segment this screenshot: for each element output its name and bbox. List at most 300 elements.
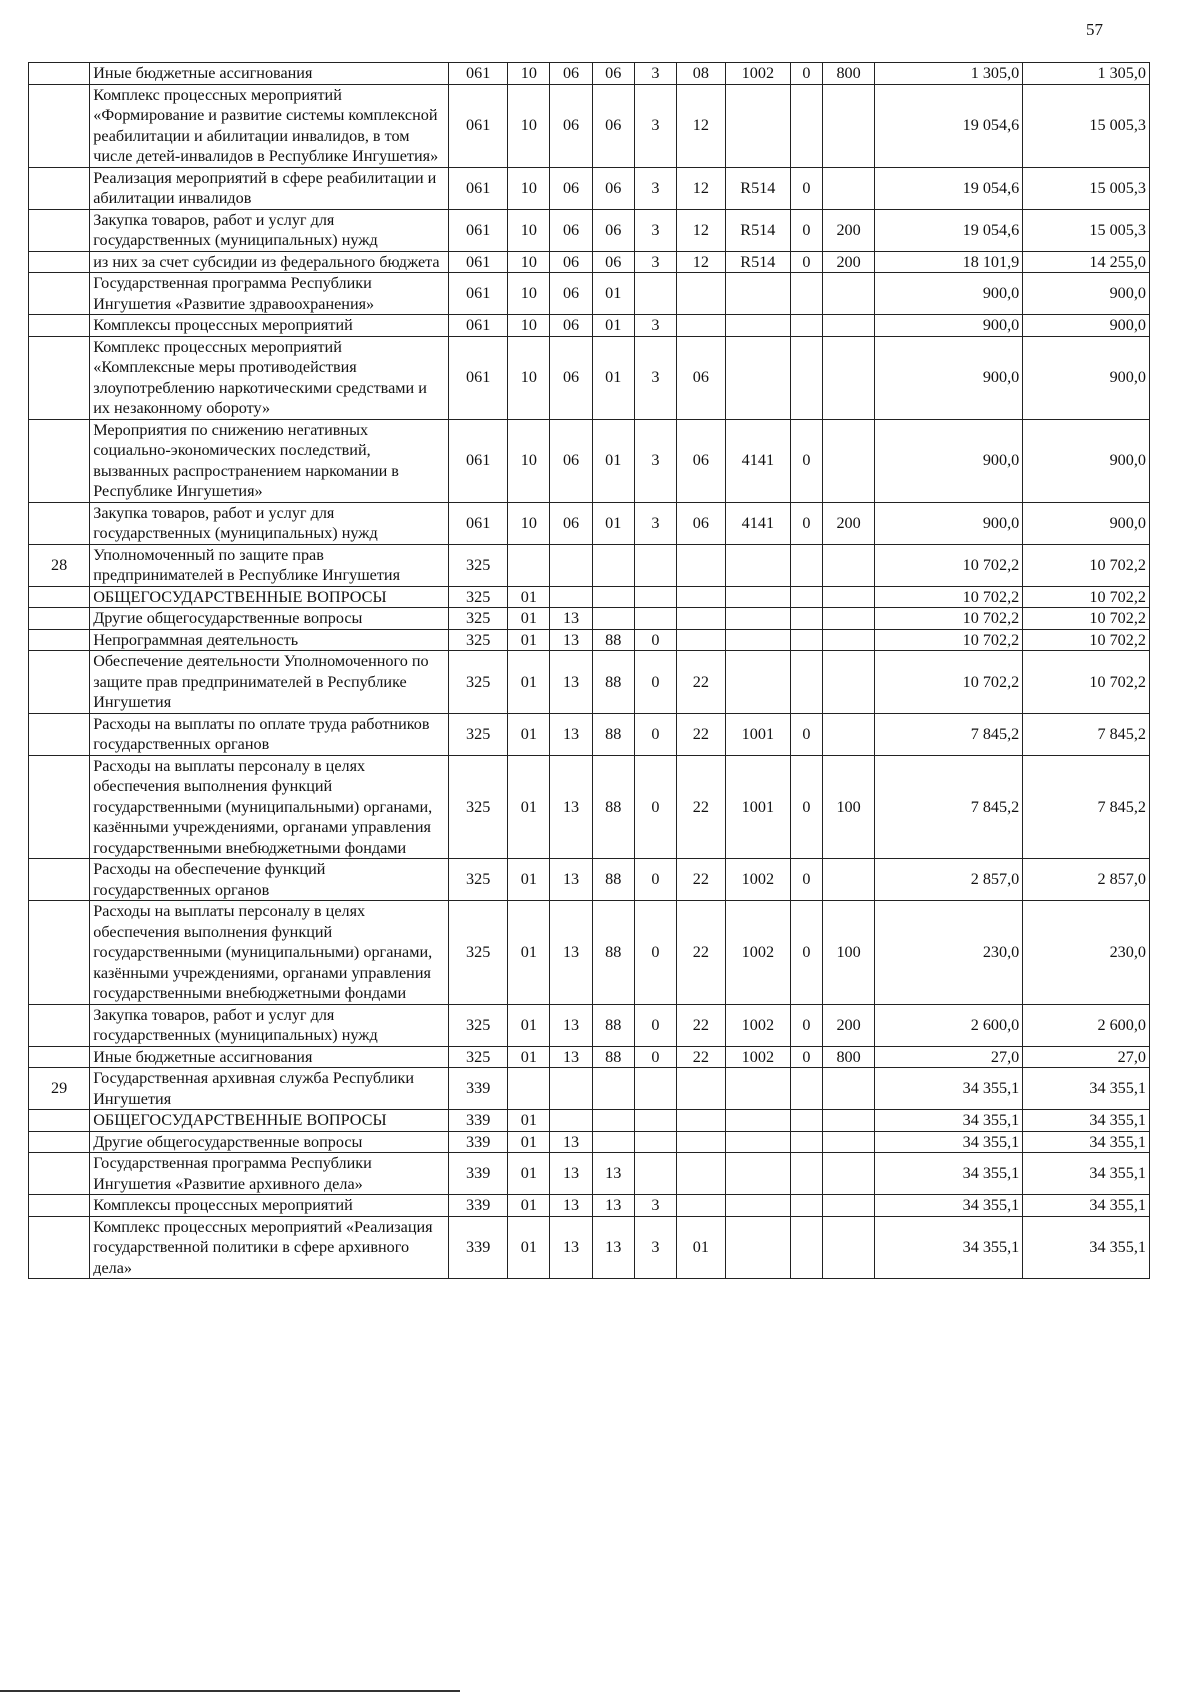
table-row <box>29 315 1150 337</box>
code-ministry: 061 <box>449 502 508 544</box>
sum-year-1: 27,0 <box>875 1046 1023 1068</box>
code-extra: 0 <box>791 901 823 1005</box>
code-direction <box>725 84 790 167</box>
code-subsection: 06 <box>550 419 592 502</box>
code-ministry: 061 <box>449 63 508 85</box>
code-extra <box>791 1110 823 1132</box>
code-extra <box>791 608 823 630</box>
row-number: 29 <box>29 1068 90 1110</box>
code-activity: 22 <box>677 1004 726 1046</box>
table-row <box>29 1195 1150 1217</box>
item-name: Иные бюджетные ассигнования <box>90 63 449 85</box>
code-expense-type <box>822 1110 875 1132</box>
code-section: 10 <box>508 84 550 167</box>
code-extra <box>791 1131 823 1153</box>
code-subsection <box>550 586 592 608</box>
code-expense-type: 100 <box>822 901 875 1005</box>
sum-year-1: 10 702,2 <box>875 651 1023 714</box>
code-direction: 4141 <box>725 502 790 544</box>
code-expense-type <box>822 167 875 209</box>
code-section: 01 <box>508 586 550 608</box>
code-ministry: 339 <box>449 1195 508 1217</box>
sum-year-2: 900,0 <box>1023 315 1150 337</box>
code-subsection: 06 <box>550 63 592 85</box>
code-section: 01 <box>508 755 550 859</box>
code-section: 10 <box>508 209 550 251</box>
code-subprogram <box>634 1153 676 1195</box>
item-name: Иные бюджетные ассигнования <box>90 1046 449 1068</box>
code-program: 88 <box>592 901 634 1005</box>
table-row <box>29 586 1150 608</box>
code-activity: 12 <box>677 167 726 209</box>
row-number <box>29 713 90 755</box>
code-extra: 0 <box>791 859 823 901</box>
code-activity <box>677 1153 726 1195</box>
code-subsection: 06 <box>550 273 592 315</box>
code-subsection: 06 <box>550 209 592 251</box>
code-program <box>592 1131 634 1153</box>
code-extra <box>791 1153 823 1195</box>
code-ministry: 325 <box>449 544 508 586</box>
code-expense-type: 800 <box>822 63 875 85</box>
code-expense-type <box>822 651 875 714</box>
item-name: ОБЩЕГОСУДАРСТВЕННЫЕ ВОПРОСЫ <box>90 1110 449 1132</box>
table-row <box>29 336 1150 419</box>
table-row <box>29 273 1150 315</box>
code-extra <box>791 544 823 586</box>
code-section: 01 <box>508 651 550 714</box>
code-extra: 0 <box>791 419 823 502</box>
code-direction: 1002 <box>725 859 790 901</box>
code-extra <box>791 1068 823 1110</box>
code-subsection: 13 <box>550 713 592 755</box>
code-section: 01 <box>508 1110 550 1132</box>
code-ministry: 061 <box>449 84 508 167</box>
code-ministry: 325 <box>449 713 508 755</box>
table-row <box>29 251 1150 273</box>
sum-year-1: 19 054,6 <box>875 84 1023 167</box>
code-subprogram <box>634 1131 676 1153</box>
code-program: 06 <box>592 251 634 273</box>
row-number <box>29 336 90 419</box>
item-name: Комплексы процессных мероприятий <box>90 1195 449 1217</box>
sum-year-1: 34 355,1 <box>875 1110 1023 1132</box>
sum-year-1: 34 355,1 <box>875 1153 1023 1195</box>
row-number <box>29 273 90 315</box>
sum-year-2: 2 600,0 <box>1023 1004 1150 1046</box>
code-subprogram: 3 <box>634 251 676 273</box>
row-number <box>29 1195 90 1217</box>
table-row <box>29 84 1150 167</box>
code-program <box>592 608 634 630</box>
code-subprogram: 0 <box>634 901 676 1005</box>
code-direction <box>725 651 790 714</box>
code-ministry: 061 <box>449 209 508 251</box>
code-extra: 0 <box>791 167 823 209</box>
table-row <box>29 1004 1150 1046</box>
code-subsection <box>550 1110 592 1132</box>
code-subsection: 06 <box>550 167 592 209</box>
sum-year-1: 34 355,1 <box>875 1195 1023 1217</box>
code-program: 13 <box>592 1195 634 1217</box>
code-expense-type <box>822 713 875 755</box>
code-subprogram: 0 <box>634 651 676 714</box>
sum-year-2: 2 857,0 <box>1023 859 1150 901</box>
sum-year-2: 900,0 <box>1023 502 1150 544</box>
table-row <box>29 209 1150 251</box>
code-subprogram: 3 <box>634 63 676 85</box>
code-expense-type <box>822 336 875 419</box>
code-subprogram: 3 <box>634 502 676 544</box>
code-section: 01 <box>508 629 550 651</box>
code-section: 10 <box>508 502 550 544</box>
code-program: 88 <box>592 651 634 714</box>
code-direction: R514 <box>725 167 790 209</box>
sum-year-1: 2 600,0 <box>875 1004 1023 1046</box>
code-subsection: 13 <box>550 859 592 901</box>
code-subsection: 06 <box>550 84 592 167</box>
code-extra: 0 <box>791 1004 823 1046</box>
code-expense-type <box>822 1195 875 1217</box>
sum-year-1: 2 857,0 <box>875 859 1023 901</box>
item-name: ОБЩЕГОСУДАРСТВЕННЫЕ ВОПРОСЫ <box>90 586 449 608</box>
code-ministry: 325 <box>449 586 508 608</box>
item-name: Расходы на выплаты по оплате труда работников государственных органов <box>90 713 449 755</box>
code-subsection: 13 <box>550 1046 592 1068</box>
code-subprogram: 0 <box>634 1046 676 1068</box>
code-subsection: 06 <box>550 502 592 544</box>
code-section <box>508 1068 550 1110</box>
sum-year-1: 10 702,2 <box>875 608 1023 630</box>
code-ministry: 325 <box>449 651 508 714</box>
sum-year-2: 15 005,3 <box>1023 84 1150 167</box>
code-program: 88 <box>592 1004 634 1046</box>
code-expense-type: 100 <box>822 755 875 859</box>
code-program: 01 <box>592 502 634 544</box>
code-subprogram: 3 <box>634 1195 676 1217</box>
code-direction <box>725 315 790 337</box>
table-row <box>29 419 1150 502</box>
code-expense-type <box>822 419 875 502</box>
row-number <box>29 651 90 714</box>
code-subprogram <box>634 586 676 608</box>
row-number <box>29 251 90 273</box>
item-name: Комплексы процессных мероприятий <box>90 315 449 337</box>
code-ministry: 061 <box>449 251 508 273</box>
code-direction <box>725 273 790 315</box>
code-extra <box>791 651 823 714</box>
table-row <box>29 859 1150 901</box>
table-row <box>29 1110 1150 1132</box>
code-program: 01 <box>592 336 634 419</box>
code-subsection <box>550 1068 592 1110</box>
code-ministry: 325 <box>449 629 508 651</box>
code-subsection: 13 <box>550 629 592 651</box>
sum-year-2: 27,0 <box>1023 1046 1150 1068</box>
row-number <box>29 315 90 337</box>
code-subsection: 13 <box>550 651 592 714</box>
code-activity <box>677 629 726 651</box>
row-number <box>29 167 90 209</box>
code-subprogram: 3 <box>634 167 676 209</box>
code-direction <box>725 1110 790 1132</box>
table-row <box>29 502 1150 544</box>
code-subsection: 13 <box>550 608 592 630</box>
code-extra <box>791 84 823 167</box>
row-number <box>29 586 90 608</box>
code-activity <box>677 1131 726 1153</box>
code-direction: 1002 <box>725 1004 790 1046</box>
item-name: Комплекс процессных мероприятий «Комплексные меры противодействия злоупотреблению наркотическими средствами и их незаконному обороту» <box>90 336 449 419</box>
code-program: 13 <box>592 1153 634 1195</box>
code-direction <box>725 336 790 419</box>
code-ministry: 325 <box>449 608 508 630</box>
code-expense-type <box>822 586 875 608</box>
code-subsection: 06 <box>550 336 592 419</box>
code-program: 01 <box>592 315 634 337</box>
item-name: Комплекс процессных мероприятий «Реализация государственной политики в сфере архивного дела» <box>90 1216 449 1279</box>
code-expense-type <box>822 629 875 651</box>
code-program: 01 <box>592 419 634 502</box>
code-activity: 22 <box>677 713 726 755</box>
code-extra: 0 <box>791 755 823 859</box>
page-number: 57 <box>1086 20 1103 39</box>
code-activity: 22 <box>677 651 726 714</box>
code-extra: 0 <box>791 502 823 544</box>
sum-year-1: 19 054,6 <box>875 209 1023 251</box>
code-expense-type: 200 <box>822 251 875 273</box>
code-subprogram: 3 <box>634 419 676 502</box>
sum-year-1: 19 054,6 <box>875 167 1023 209</box>
code-direction: 4141 <box>725 419 790 502</box>
code-subprogram: 0 <box>634 755 676 859</box>
code-activity <box>677 273 726 315</box>
code-expense-type <box>822 84 875 167</box>
code-subprogram: 3 <box>634 315 676 337</box>
row-number <box>29 629 90 651</box>
item-name: Закупка товаров, работ и услуг для государственных (муниципальных) нужд <box>90 209 449 251</box>
code-expense-type <box>822 544 875 586</box>
sum-year-2: 10 702,2 <box>1023 629 1150 651</box>
sum-year-2: 34 355,1 <box>1023 1153 1150 1195</box>
code-activity <box>677 315 726 337</box>
table-row <box>29 1046 1150 1068</box>
code-ministry: 325 <box>449 1046 508 1068</box>
sum-year-2: 10 702,2 <box>1023 544 1150 586</box>
code-subsection: 13 <box>550 1216 592 1279</box>
sum-year-2: 10 702,2 <box>1023 608 1150 630</box>
table-row <box>29 755 1150 859</box>
code-subprogram: 0 <box>634 713 676 755</box>
code-program: 88 <box>592 859 634 901</box>
code-ministry: 339 <box>449 1110 508 1132</box>
sum-year-1: 900,0 <box>875 419 1023 502</box>
item-name: Государственная программа Республики Ингушетия «Развитие архивного дела» <box>90 1153 449 1195</box>
code-section: 01 <box>508 1131 550 1153</box>
row-number <box>29 755 90 859</box>
code-program <box>592 544 634 586</box>
code-subsection: 13 <box>550 1153 592 1195</box>
code-program: 06 <box>592 209 634 251</box>
sum-year-2: 34 355,1 <box>1023 1131 1150 1153</box>
sum-year-1: 34 355,1 <box>875 1216 1023 1279</box>
table-row <box>29 63 1150 85</box>
code-subsection: 06 <box>550 315 592 337</box>
code-section: 01 <box>508 1004 550 1046</box>
code-direction <box>725 586 790 608</box>
code-direction <box>725 1068 790 1110</box>
code-section: 01 <box>508 1195 550 1217</box>
code-program: 88 <box>592 755 634 859</box>
code-ministry: 061 <box>449 336 508 419</box>
sum-year-2: 34 355,1 <box>1023 1195 1150 1217</box>
code-extra <box>791 1195 823 1217</box>
code-section <box>508 544 550 586</box>
sum-year-2: 7 845,2 <box>1023 755 1150 859</box>
code-section: 01 <box>508 1153 550 1195</box>
code-direction: R514 <box>725 209 790 251</box>
code-direction: 1002 <box>725 901 790 1005</box>
sum-year-2: 15 005,3 <box>1023 209 1150 251</box>
row-number <box>29 1131 90 1153</box>
table-row <box>29 1216 1150 1279</box>
item-name: Комплекс процессных мероприятий «Формирование и развитие системы комплексной реабилитации и абилитации инвалидов, в том числе детей-инвалидов в Республике Ингушетия» <box>90 84 449 167</box>
sum-year-1: 10 702,2 <box>875 586 1023 608</box>
code-section: 01 <box>508 1216 550 1279</box>
code-ministry: 061 <box>449 167 508 209</box>
code-activity: 12 <box>677 84 726 167</box>
item-name: Уполномоченный по защите прав предпринимателей в Республике Ингушетия <box>90 544 449 586</box>
code-extra <box>791 586 823 608</box>
code-section: 01 <box>508 901 550 1005</box>
item-name: Мероприятия по снижению негативных социально-экономических последствий, вызванных распространением наркомании в Республике Ингушетия» <box>90 419 449 502</box>
row-number <box>29 84 90 167</box>
code-extra: 0 <box>791 251 823 273</box>
code-ministry: 339 <box>449 1068 508 1110</box>
sum-year-2: 10 702,2 <box>1023 651 1150 714</box>
code-program: 88 <box>592 629 634 651</box>
code-extra: 0 <box>791 713 823 755</box>
code-activity: 22 <box>677 1046 726 1068</box>
code-extra: 0 <box>791 1046 823 1068</box>
sum-year-1: 1 305,0 <box>875 63 1023 85</box>
item-name: из них за счет субсидии из федерального бюджета <box>90 251 449 273</box>
code-program: 06 <box>592 84 634 167</box>
code-section: 10 <box>508 315 550 337</box>
code-expense-type: 200 <box>822 209 875 251</box>
sum-year-2: 15 005,3 <box>1023 167 1150 209</box>
code-program: 01 <box>592 273 634 315</box>
row-number <box>29 502 90 544</box>
item-name: Обеспечение деятельности Уполномоченного по защите прав предпринимателей в Республике Ингушетия <box>90 651 449 714</box>
code-activity <box>677 1110 726 1132</box>
table-row <box>29 544 1150 586</box>
row-number <box>29 419 90 502</box>
code-activity: 22 <box>677 901 726 1005</box>
code-program: 88 <box>592 713 634 755</box>
code-extra <box>791 273 823 315</box>
code-section: 01 <box>508 608 550 630</box>
code-direction <box>725 1195 790 1217</box>
sum-year-1: 10 702,2 <box>875 629 1023 651</box>
scan-border-line <box>0 1690 460 1692</box>
code-section: 10 <box>508 273 550 315</box>
code-section: 01 <box>508 859 550 901</box>
code-program: 13 <box>592 1216 634 1279</box>
sum-year-2: 10 702,2 <box>1023 586 1150 608</box>
code-expense-type: 200 <box>822 502 875 544</box>
code-section: 10 <box>508 419 550 502</box>
table-row <box>29 1131 1150 1153</box>
table-row <box>29 167 1150 209</box>
item-name: Расходы на выплаты персоналу в целях обеспечения выполнения функций государственными (муниципальными) органами, казёнными учреждениями, органами управления государственными внебюджетными фондами <box>90 755 449 859</box>
code-subsection: 13 <box>550 1195 592 1217</box>
code-subsection: 13 <box>550 755 592 859</box>
code-direction <box>725 1153 790 1195</box>
code-ministry: 325 <box>449 859 508 901</box>
code-program: 06 <box>592 167 634 209</box>
code-direction: 1001 <box>725 713 790 755</box>
sum-year-1: 900,0 <box>875 336 1023 419</box>
code-subprogram <box>634 1068 676 1110</box>
code-section: 10 <box>508 251 550 273</box>
table-row <box>29 1153 1150 1195</box>
table-row <box>29 1068 1150 1110</box>
sum-year-2: 7 845,2 <box>1023 713 1150 755</box>
sum-year-1: 7 845,2 <box>875 755 1023 859</box>
table-row <box>29 629 1150 651</box>
code-extra: 0 <box>791 209 823 251</box>
code-expense-type <box>822 859 875 901</box>
item-name: Закупка товаров, работ и услуг для государственных (муниципальных) нужд <box>90 502 449 544</box>
code-expense-type: 800 <box>822 1046 875 1068</box>
sum-year-1: 34 355,1 <box>875 1068 1023 1110</box>
code-subprogram: 3 <box>634 1216 676 1279</box>
code-subprogram: 3 <box>634 84 676 167</box>
code-ministry: 325 <box>449 901 508 1005</box>
sum-year-1: 7 845,2 <box>875 713 1023 755</box>
sum-year-1: 230,0 <box>875 901 1023 1005</box>
code-program <box>592 586 634 608</box>
code-ministry: 339 <box>449 1131 508 1153</box>
sum-year-1: 900,0 <box>875 315 1023 337</box>
sum-year-2: 900,0 <box>1023 336 1150 419</box>
code-subsection: 13 <box>550 1131 592 1153</box>
code-activity: 01 <box>677 1216 726 1279</box>
code-ministry: 061 <box>449 315 508 337</box>
row-number <box>29 901 90 1005</box>
sum-year-2: 34 355,1 <box>1023 1110 1150 1132</box>
code-direction: R514 <box>725 251 790 273</box>
code-ministry: 339 <box>449 1153 508 1195</box>
row-number: 28 <box>29 544 90 586</box>
code-activity: 06 <box>677 419 726 502</box>
code-program: 06 <box>592 63 634 85</box>
item-name: Государственная программа Республики Ингушетия «Развитие здравоохранения» <box>90 273 449 315</box>
code-activity <box>677 544 726 586</box>
code-expense-type <box>822 1068 875 1110</box>
code-direction: 1001 <box>725 755 790 859</box>
code-activity <box>677 1068 726 1110</box>
budget-table <box>28 62 1150 1279</box>
code-activity <box>677 1195 726 1217</box>
item-name: Непрограммная деятельность <box>90 629 449 651</box>
code-program <box>592 1110 634 1132</box>
code-section: 10 <box>508 336 550 419</box>
code-direction: 1002 <box>725 1046 790 1068</box>
code-subprogram <box>634 608 676 630</box>
item-name: Закупка товаров, работ и услуг для государственных (муниципальных) нужд <box>90 1004 449 1046</box>
